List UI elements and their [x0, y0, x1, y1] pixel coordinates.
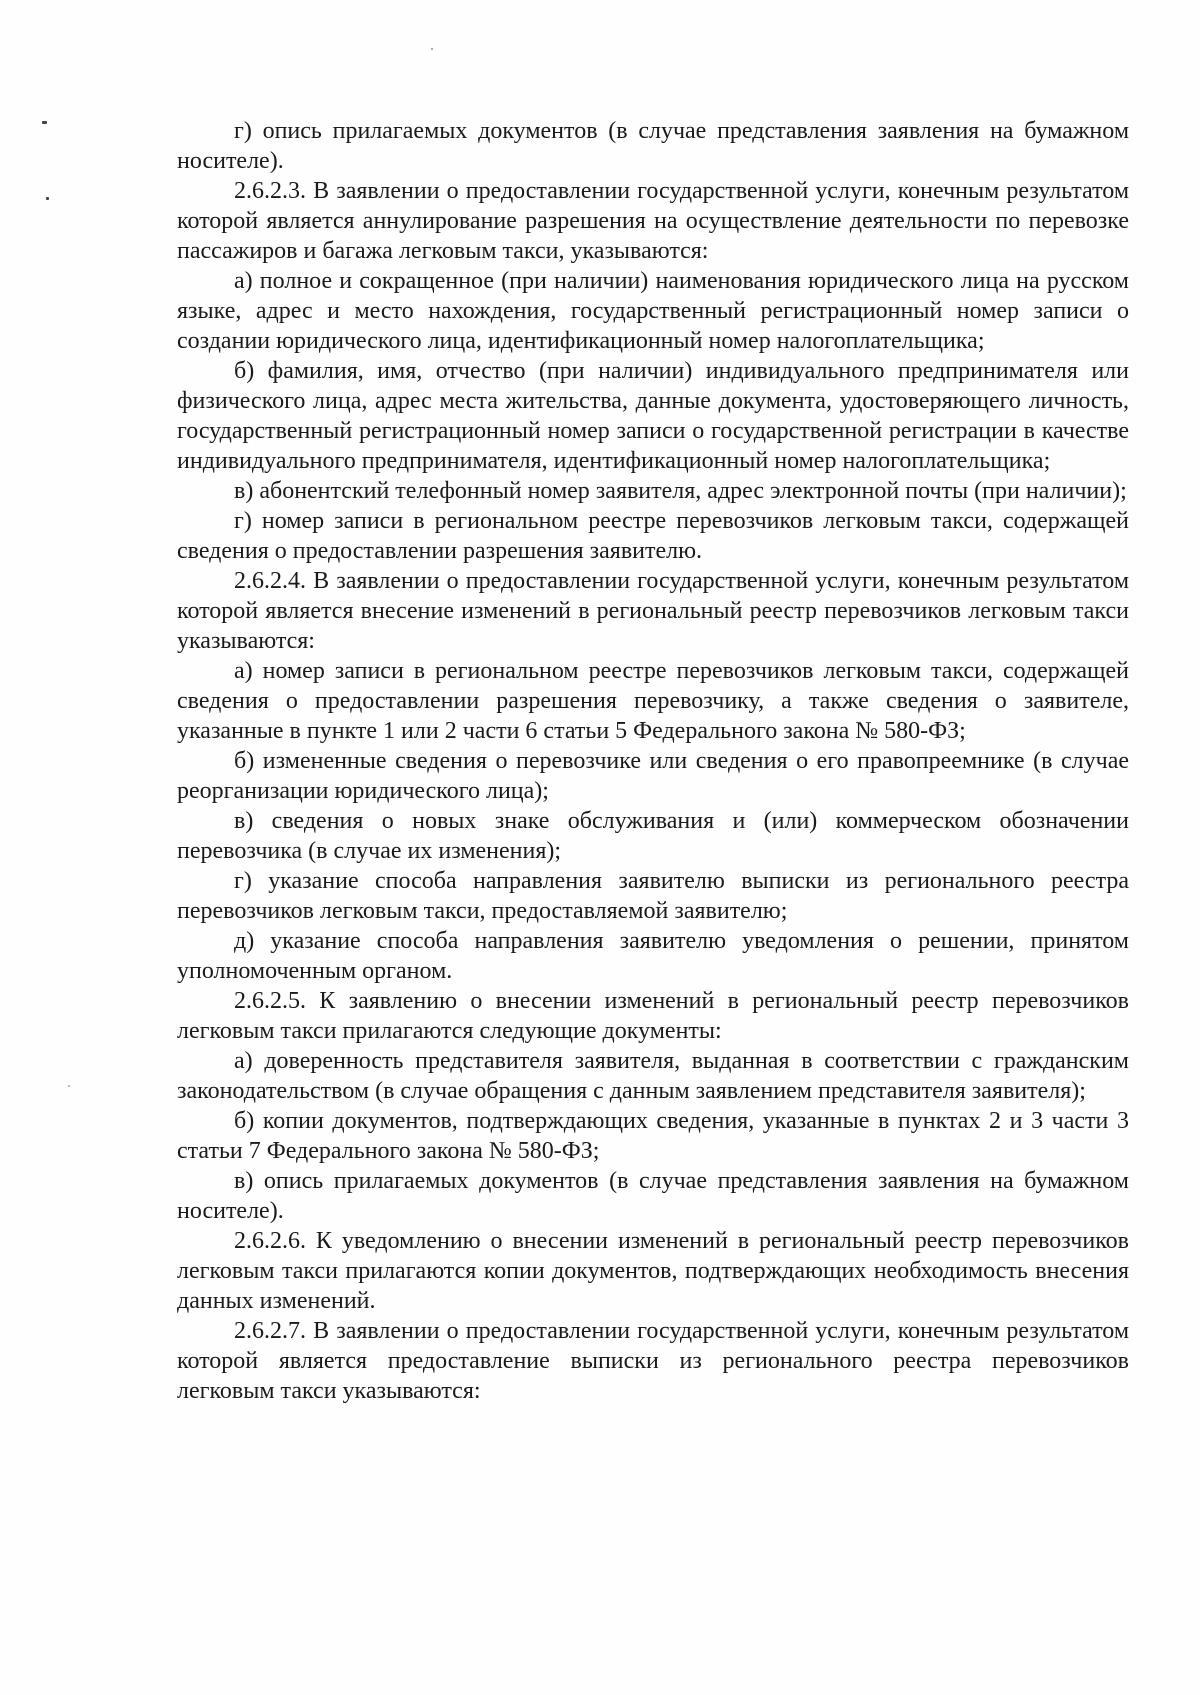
- paragraph: в) опись прилагаемых документов (в случае представления заявления на бумажном носителе).: [177, 1168, 1129, 1224]
- scan-speck: [46, 197, 49, 200]
- paragraph: а) доверенность представителя заявителя, выданная в соответствии с гражданским законодательством (в случае обращения с данным заявлением представителя заявителя);: [177, 1048, 1129, 1104]
- paragraph: 2.6.2.6. К уведомлению о внесении изменений в региональный реестр перевозчиков легковым такси прилагаются копии документов, подтверждающих необходимость внесения данных изменений.: [177, 1228, 1129, 1314]
- paragraph: б) измененные сведения о перевозчике или сведения о его правопреемнике (в случае реорганизации юридического лица);: [177, 748, 1129, 804]
- paragraph: г) указание способа направления заявителю выписки из регионального реестра перевозчиков легковым такси, предоставляемой заявителю;: [177, 868, 1129, 924]
- paragraph: д) указание способа направления заявителю уведомления о решении, принятом уполномоченным органом.: [177, 928, 1129, 984]
- paragraph: г) опись прилагаемых документов (в случае представления заявления на бумажном носителе).: [177, 118, 1129, 174]
- paragraph: 2.6.2.5. К заявлению о внесении изменений в региональный реестр перевозчиков легковым такси прилагаются следующие документы:: [177, 988, 1129, 1044]
- scan-speck: [68, 1085, 70, 1087]
- paragraph: 2.6.2.7. В заявлении о предоставлении государственной услуги, конечным результатом которой является предоставление выписки из регионального реестра перевозчиков легковым такси указываются:: [177, 1318, 1129, 1404]
- paragraph: а) номер записи в региональном реестре перевозчиков легковым такси, содержащей сведения о предоставлении разрешения перевозчику, а также сведения о заявителе, указанные в пункте 1 или 2 части 6 статьи 5 Федерального закона № 580-ФЗ;: [177, 658, 1129, 744]
- paragraph: в) абонентский телефонный номер заявителя, адрес электронной почты (при наличии);: [234, 478, 1127, 504]
- scan-speck: [431, 48, 433, 50]
- paragraph: 2.6.2.3. В заявлении о предоставлении государственной услуги, конечным результатом которой является аннулирование разрешения на осуществление деятельности по перевозке пассажиров и багажа легковым такси, указываются:: [177, 178, 1129, 264]
- paragraph: б) копии документов, подтверждающих сведения, указанные в пунктах 2 и 3 части 3 статьи 7 Федерального закона № 580-ФЗ;: [177, 1108, 1129, 1164]
- document-body: [177, 116, 1129, 1406]
- paragraph: а) полное и сокращенное (при наличии) наименования юридического лица на русском языке, адрес и место нахождения, государственный регистрационный номер записи о создании юридического лица, идентификационный номер налогоплательщика;: [177, 268, 1129, 354]
- paragraph: г) номер записи в региональном реестре перевозчиков легковым такси, содержащей сведения о предоставлении разрешения заявителю.: [177, 508, 1129, 564]
- scan-speck: [42, 121, 47, 124]
- paragraph: в) сведения о новых знаке обслуживания и (или) коммерческом обозначении перевозчика (в случае их изменения);: [177, 808, 1129, 864]
- paragraph: 2.6.2.4. В заявлении о предоставлении государственной услуги, конечным результатом которой является внесение изменений в региональный реестр перевозчиков легковым такси указываются:: [177, 568, 1129, 654]
- paragraph: б) фамилия, имя, отчество (при наличии) индивидуального предпринимателя или физического лица, адрес места жительства, данные документа, удостоверяющего личность, государственный регистрационный номер записи о государственной регистрации в качестве индивидуального предпринимателя, идентификационный номер налогоплательщика;: [177, 358, 1129, 474]
